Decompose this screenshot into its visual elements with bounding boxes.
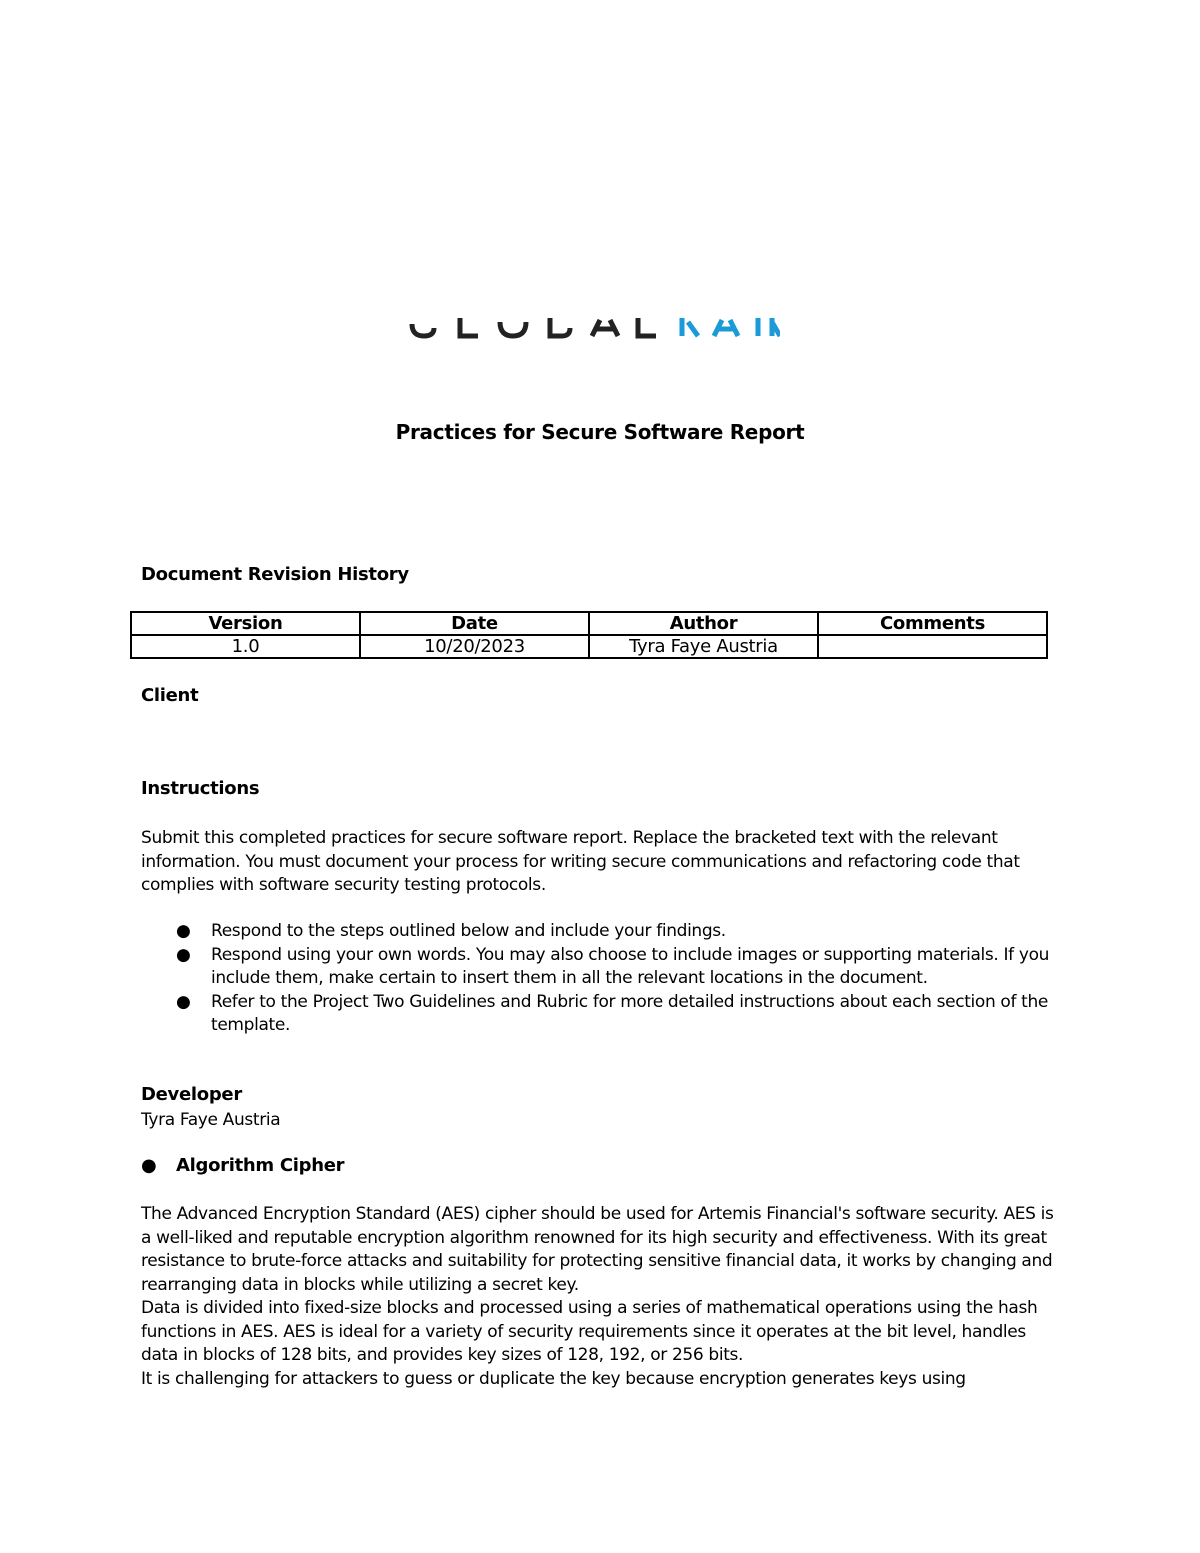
document-title: Practices for Secure Software Report <box>395 420 805 444</box>
bullet-icon: ● <box>141 1155 157 1176</box>
cell-date: 10/20/2023 <box>360 635 589 658</box>
logo-letter-stroke <box>682 318 698 336</box>
list-item-text: Respond using your own words. You may also choose to include images or supporting materials. If you include them, make certain to insert them in all the relevant locations in the document. <box>211 944 1050 988</box>
list-item <box>141 920 1061 944</box>
column-header-author: Author <box>589 612 818 635</box>
logo-graphic <box>400 310 780 340</box>
table-header-row <box>131 612 1047 635</box>
logo-letter-stroke <box>592 320 618 336</box>
revision-history-table <box>130 611 1048 659</box>
logo-letter-stroke <box>500 322 526 336</box>
bullet-icon: ● <box>176 944 191 965</box>
bullet-icon: ● <box>176 921 191 941</box>
column-header-date: Date <box>360 612 589 635</box>
paragraph: Data is divided into fixed-size blocks and processed using a series of mathematical operations using the hash functions in AES. AES is ideal for a variety of security requirements since it operates at the bit level, handles data in blocks of 128 bits, and provides key sizes of 128, 192, or 256 bits. <box>141 1298 1038 1365</box>
column-header-comments: Comments <box>818 612 1047 635</box>
list-item-text: Refer to the Project Two Guidelines and Rubric for more detailed instructions about each section of the template. <box>211 991 1049 1035</box>
logo-letter-stroke <box>638 318 656 336</box>
paragraph: It is challenging for attackers to guess or duplicate the key because encryption generates keys using <box>141 1368 966 1389</box>
instructions-paragraph: Submit this completed practices for secure software report. Replace the bracketed text with the relevant information. You must document your process for writing secure communications and refactoring code that complies with software security testing protocols. <box>141 828 1020 895</box>
list-item <box>141 944 1061 991</box>
logo-letter-stroke <box>714 320 738 336</box>
column-header-version: Version <box>131 612 360 635</box>
cell-comments <box>818 635 1047 658</box>
client-heading: Client <box>141 685 199 706</box>
algorithm-cipher-heading-text: Algorithm Cipher <box>176 1155 345 1176</box>
table-row <box>131 635 1047 658</box>
algorithm-cipher-heading <box>141 1155 344 1176</box>
instructions-heading: Instructions <box>141 778 260 799</box>
bullet-icon: ● <box>176 991 191 1012</box>
revision-history-heading: Document Revision History <box>141 564 409 585</box>
list-item <box>141 991 1061 1038</box>
logo-letter-stroke <box>412 324 434 336</box>
cell-author: Tyra Faye Austria <box>589 635 818 658</box>
developer-name: Tyra Faye Austria <box>141 1110 281 1130</box>
developer-heading: Developer <box>141 1084 242 1105</box>
list-item-text: Respond to the steps outlined below and include your findings. <box>211 921 726 941</box>
cell-version: 1.0 <box>131 635 360 658</box>
instructions-list <box>141 920 1061 1038</box>
logo-letter-stroke <box>772 318 780 336</box>
logo-letter-stroke <box>460 318 478 336</box>
logo-letter-stroke <box>550 318 570 336</box>
paragraph: The Advanced Encryption Standard (AES) cipher should be used for Artemis Financial's software security. AES is a well-liked and reputable encryption algorithm renowned for its high security and effectiveness. With its great resistance to brute-force attacks and suitability for protecting sensitive financial data, it works by changing and rearranging data in blocks while utilizing a secret key. <box>141 1204 1054 1295</box>
algorithm-cipher-body <box>141 1203 1061 1391</box>
company-logo <box>400 310 780 340</box>
